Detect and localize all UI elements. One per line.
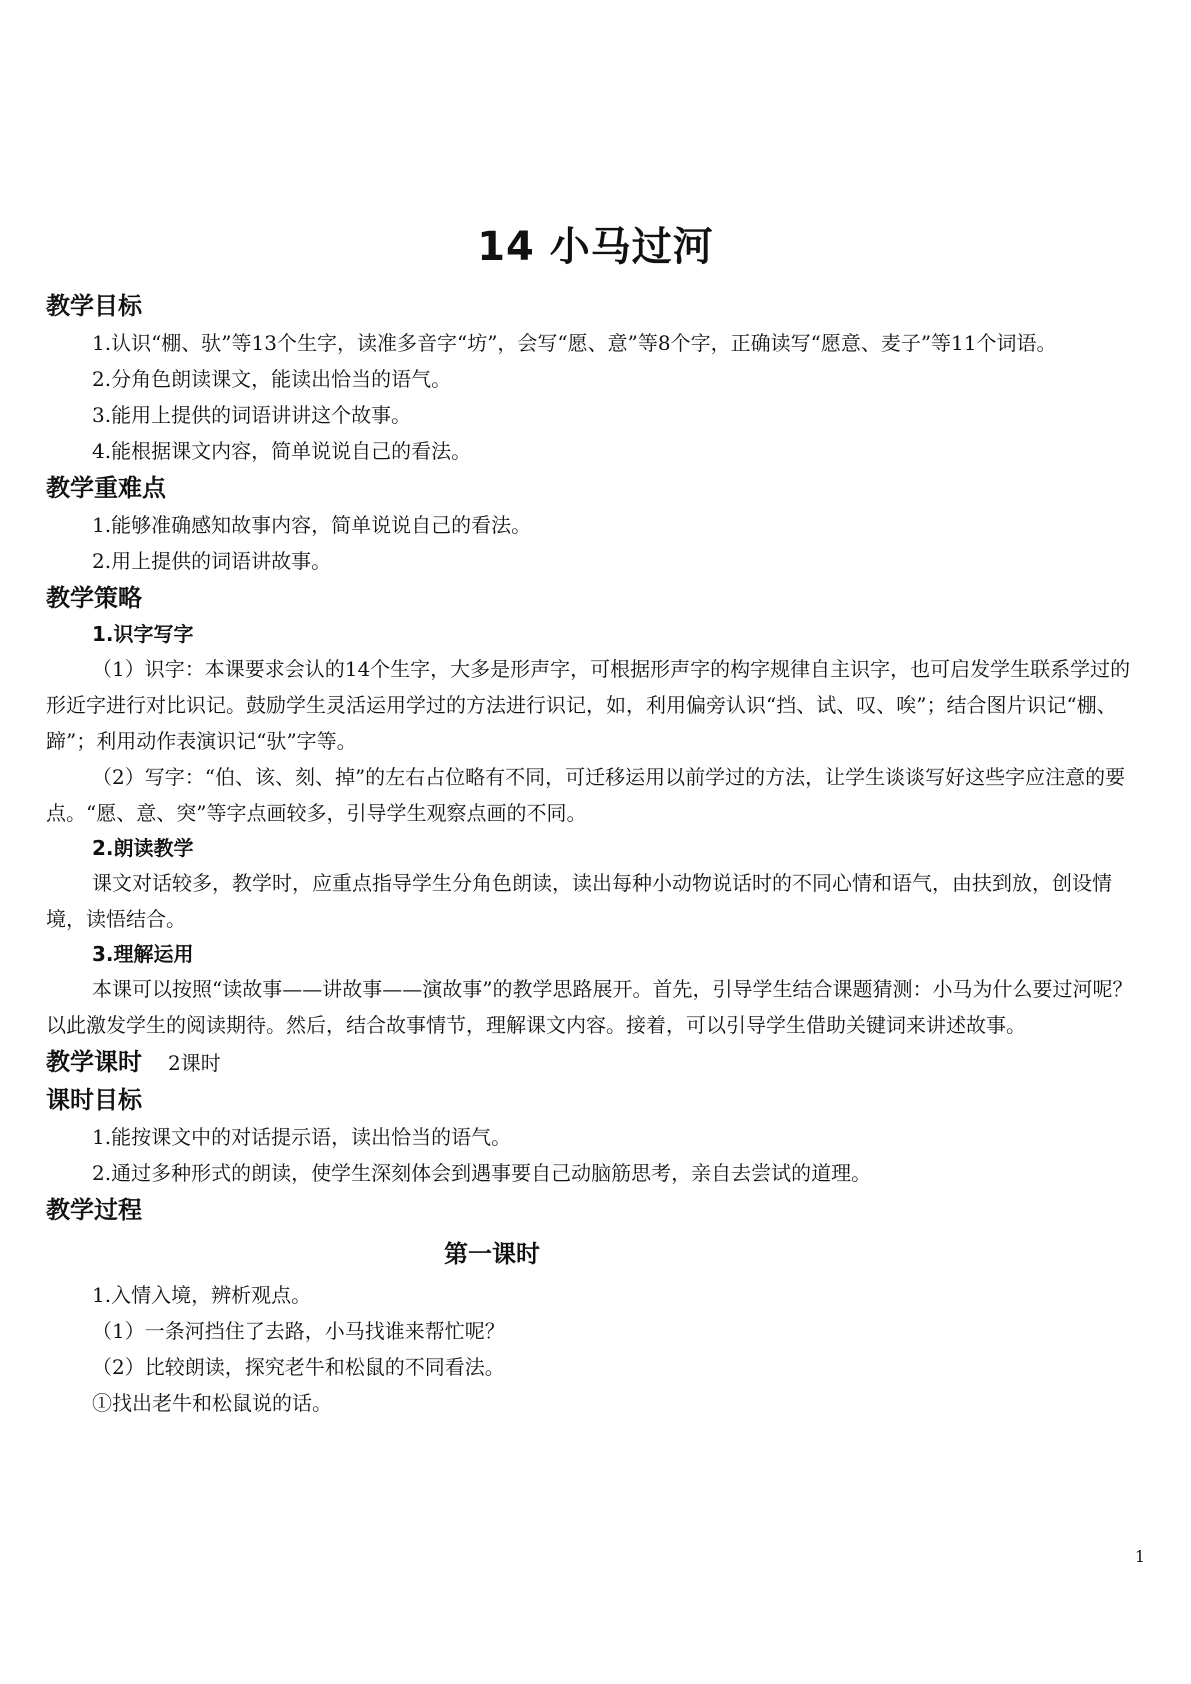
teaching-hours-value: 2课时 (168, 1051, 221, 1075)
goal-item: 1.认识“棚、驮”等13个生字，读准多音字“坊”，会写“愿、意”等8个字，正确读写“愿意、麦子”等11个词语。 (92, 331, 1057, 355)
document-title: 14 小马过河 (477, 224, 714, 270)
section-heading-strategy: 教学策略 (46, 584, 142, 612)
section-heading-lesson-goals: 课时目标 (46, 1086, 142, 1114)
lesson-title: 第一课时 (444, 1240, 540, 1268)
process-item: （1）一条河挡住了去路，小马找谁来帮忙呢？ (92, 1319, 505, 1343)
strategy-subheading: 2.朗读教学 (92, 836, 194, 860)
section-heading-process: 教学过程 (46, 1196, 142, 1224)
goal-item: 3.能用上提供的词语讲讲这个故事。 (92, 403, 412, 427)
process-item: （2）比较朗读，探究老牛和松鼠的不同看法。 (92, 1355, 505, 1379)
key-point-item: 1.能够准确感知故事内容，简单说说自己的看法。 (92, 513, 532, 537)
goal-item: 4.能根据课文内容，简单说说自己的看法。 (92, 439, 472, 463)
page-number: 1 (1134, 1547, 1145, 1566)
strategy-subheading: 1.识字写字 (92, 622, 194, 646)
key-point-item: 2.用上提供的词语讲故事。 (92, 549, 332, 573)
section-heading-goals: 教学目标 (46, 292, 142, 320)
document-body (46, 287, 1146, 1421)
goal-item: 2.分角色朗读课文，能读出恰当的语气。 (92, 367, 452, 391)
strategy-paragraph: 本课可以按照“读故事——讲故事——演故事”的教学思路展开。首先，引导学生结合课题猜测：小马为什么要过河呢？以此激发学生的阅读期待。然后，结合故事情节，理解课文内容。接着，可以引导学生借助关键词来讲述故事。 (46, 977, 1133, 1037)
section-heading-key-points: 教学重难点 (46, 474, 166, 502)
lesson-goal-item: 2.通过多种形式的朗读，使学生深刻体会到遇事要自己动脑筋思考，亲自去尝试的道理。 (92, 1161, 872, 1185)
strategy-paragraph: （2）写字：“伯、该、刻、掉”的左右占位略有不同，可迁移运用以前学过的方法，让学生谈谈写好这些字应注意的要点。“愿、意、突”等字点画较多，引导学生观察点画的不同。 (46, 765, 1126, 825)
process-item: 1.入情入境，辨析观点。 (92, 1283, 312, 1307)
strategy-paragraph: （1）识字：本课要求会认的14个生字，大多是形声字，可根据形声字的构字规律自主识字，也可启发学生联系学过的形近字进行对比识记。鼓励学生灵活运用学过的方法进行识记，如，利用偏旁认识“挡、试、叹、唉”；结合图片识记“棚、蹄”；利用动作表演识记“驮”字等。 (46, 657, 1131, 753)
teaching-hours-row (46, 1043, 1146, 1081)
process-item: ①找出老牛和松鼠说的话。 (92, 1391, 332, 1415)
section-heading-hours: 教学课时 (46, 1048, 142, 1076)
lesson-goal-item: 1.能按课文中的对话提示语，读出恰当的语气。 (92, 1125, 512, 1149)
strategy-paragraph: 课文对话较多，教学时，应重点指导学生分角色朗读，读出每种小动物说话时的不同心情和语气，由扶到放，创设情境，读悟结合。 (46, 871, 1112, 931)
strategy-subheading: 3.理解运用 (92, 942, 194, 966)
